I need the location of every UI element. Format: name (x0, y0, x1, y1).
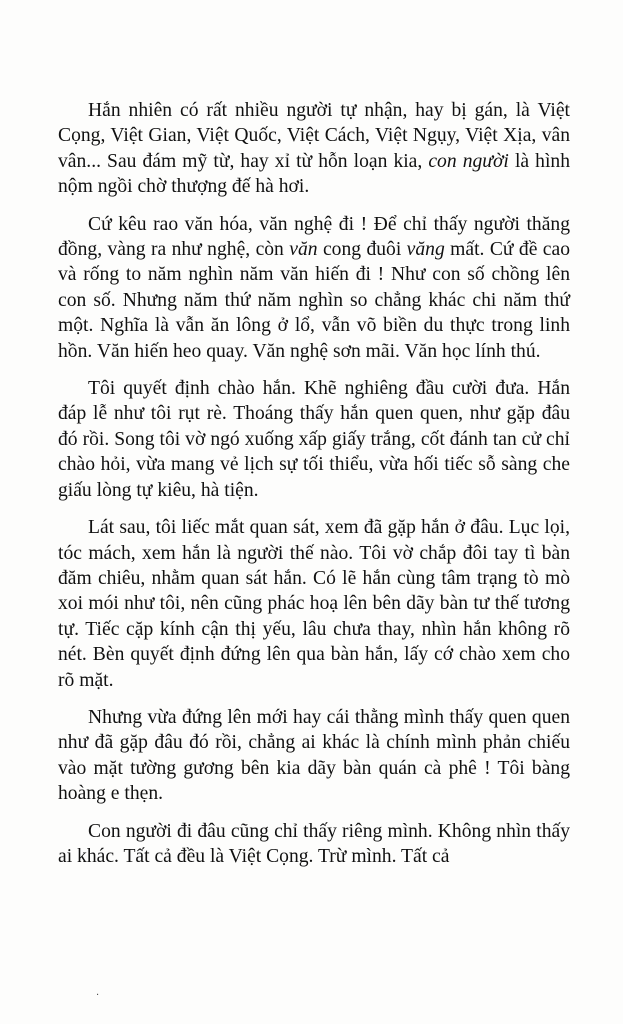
page-text (58, 98, 570, 881)
page-footer-mark: · (96, 990, 100, 1001)
paragraph-2-text-end: mất. Cứ đề cao và rống to năm nghìn năm văn hiến đi ! Như con số chồng lên con số. Nhưng năm thứ năm nghìn so chẳng khác chi năm thứ một. Nghĩa là vẫn ăn lông ở lổ, vẫn võ biền du thực trong linh hồn. Văn hiến heo quay. Văn nghệ sơn mãi. Văn học lính thú. (58, 239, 570, 362)
paragraph-2-text-mid: cong đuôi (317, 239, 407, 261)
paragraph-2-italic-van: văn (289, 239, 318, 261)
paragraph-6-text: Con người đi đâu cũng chỉ thấy riêng mình. Không nhìn thấy ai khác. Tất cả đều là Việt Cọng. Trừ mình. Tất cả (58, 820, 570, 867)
paragraph-1 (58, 98, 570, 200)
paragraph-3-text: Tôi quyết định chào hắn. Khẽ nghiêng đầu cười đưa. Hắn đáp lễ như tôi rụt rè. Thoáng thấy hắn quen quen, như gặp đâu đó rồi. Song tôi vờ ngó xuống xấp giấy trắng, cốt đánh tan cử chỉ chào hỏi, vừa mang vẻ lịch sự tối thiểu, vừa hối tiếc sỗ sàng che giấu lòng tự kiêu, hà tiện. (58, 378, 570, 501)
paragraph-4-text: Lát sau, tôi liếc mắt quan sát, xem đã gặp hắn ở đâu. Lục lọi, tóc mách, xem hắn là người thế nào. Tôi vờ chắp đôi tay tì bàn đăm chiêu, nhằm quan sát hắn. Có lẽ hắn cùng tâm trạng tò mò xoi mói như tôi, nên cũng phác hoạ lên bên dãy bàn tư thế tương tự. Tiếc cặp kính cận thị yếu, lâu chưa thay, nhìn hắn không rõ nét. Bèn quyết định đứng lên qua bàn hắn, lấy cớ chào xem cho rõ mặt. (58, 517, 570, 691)
paragraph-1-text: Hắn nhiên có rất nhiều người tự nhận, hay bị gán, là Việt Cọng, Việt Gian, Việt Quốc, Việt Cách, Việt Ngụy, Việt Xịa, vân vân... Sau đám mỹ từ, hay xỉ từ hỗn loạn kia, (58, 100, 570, 172)
paragraph-2 (58, 212, 570, 364)
paragraph-5 (58, 705, 570, 807)
paragraph-3 (58, 376, 570, 503)
paragraph-2-text: Cứ kêu rao văn hóa, văn nghệ đi ! Để chỉ thấy người thăng đồng, vàng ra như nghệ, còn (58, 213, 570, 261)
paragraph-2-italic-vang: văng (406, 239, 445, 261)
paragraph-4 (58, 515, 570, 693)
paragraph-6 (58, 819, 570, 870)
paragraph-1-italic-phrase: con người (428, 150, 509, 172)
paragraph-5-text: Nhưng vừa đứng lên mới hay cái thằng mình thấy quen quen như đã gặp đâu đó rồi, chẳng ai khác là chính mình phản chiếu vào mặt tường gương bên kia dãy bàn quán cà phê ! Tôi bàng hoàng e thẹn. (58, 706, 570, 805)
paragraph-1-text-end: là hình nộm ngồi chờ thượng đế hà hơi. (58, 150, 570, 198)
